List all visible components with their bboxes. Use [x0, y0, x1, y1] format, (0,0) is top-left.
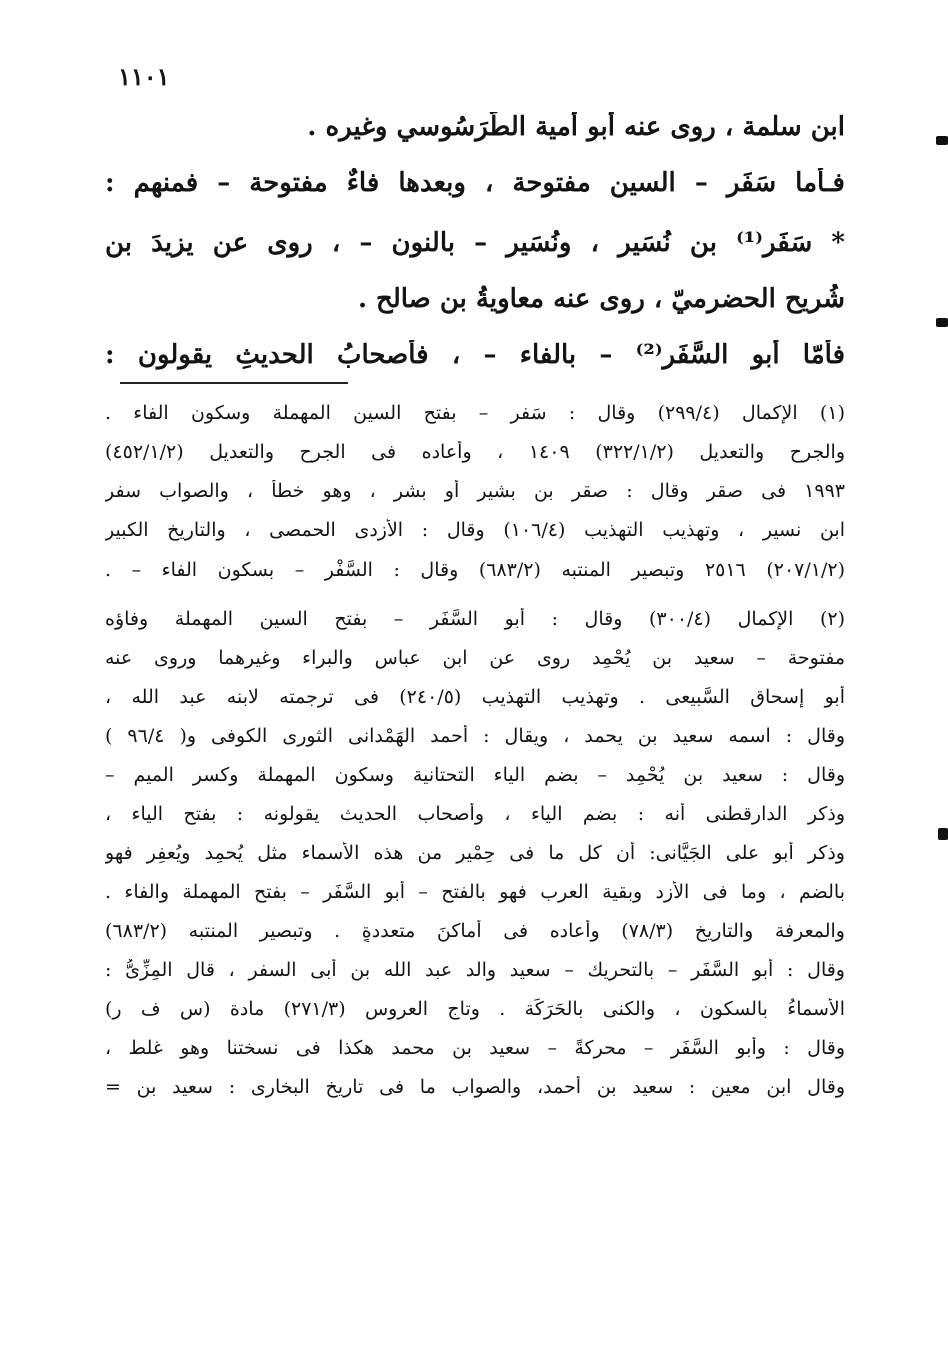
footnote-2-line-9: والمعرفة والتاريخ (٧٨/٣) وأعاده فى أماكنَ متعددةٍ . وتبصير المنتبه (٦٨٣/٢) — [105, 920, 845, 942]
footnote-2-line-11: الأسماءُ بالسكون ، والكنى بالحَرَكَة . وتاج العروس (٢٧١/٣) مادة (س ف ر) — [105, 998, 845, 1020]
footnote-2-line-4: وقال : اسمه سعيد بن يحمد ، ويقال : أحمد الهَمْدانى الثورى الكوفى و( ٩٦/٤ ) — [105, 725, 845, 747]
footnote-2-line-12: وقال : وأبو السَّفَر – محركةً – سعيد بن محمد هكذا فى نسختنا وهو غلط ، — [105, 1037, 845, 1059]
footnote-2-line-10: وقال : أبو السَّفَر – بالتحريك – سعيد والد عبد الله بن أبى السفر ، قال المِزِّىُّ : — [105, 959, 845, 981]
footnote-2-line-5: وقال : سعيد بن يُحْمِد – بضم الياء التحتانية وسكون المهملة وكسر الميم – — [105, 764, 845, 786]
main-line-2: فـأما سَفَر – السين مفتوحة ، وبعدها فاءٌ مفتوحة – فمنهم : — [105, 168, 845, 198]
main-line-1: ابنِ سلمة ، روى عنه أبو أُمية الطَّرَسُوسي وغيره . — [307, 112, 845, 142]
footnote-1-line-1: (١) الإكمال (٢٩٩/٤) وقال : سَفر – بفتح السين المهملة وسكون الفاء . — [105, 402, 845, 424]
margin-mark-middle — [936, 318, 948, 327]
main-line-5: فأمّا أَبو السَّفَر⁽²⁾ – بالفاء – ، فأَصحابُ الحديثِ يقولون : — [105, 340, 845, 370]
footnote-2-line-8: بالضم ، وما فى الأزد وبقية العرب فهو بالفتح – أبو السَّفَر – بفتح المهملة والفاء . — [105, 881, 845, 903]
main-line-3: * سَفَر⁽¹⁾ بن نُسَير ، ونُسَير – بالنون – ، روى عن يزيدَ بنِ — [105, 228, 845, 258]
footnote-1-line-5: (٢٠٧/١/٢) ٢٥١٦ وتبصير المنتبه (٦٨٣/٢) وقال : السَّفْر – بسكون الفاء – . — [105, 559, 845, 581]
footnote-1-line-3: ١٩٩٣ فى صقر وقال : صقر بن بشير أو بشر ، وهو خطأٌ ، والصواب سفر — [105, 480, 845, 502]
main-line-4: شُريح الحضرميّ ، روى عنه معاويةُ بن صالح . — [357, 284, 845, 314]
footnote-2-line-2: مفتوحة – سعيد بن يُحْمِد روى عن ابن عباس والبراء وغيرهما وروى عنه — [105, 647, 845, 669]
footnote-2-line-3: أبو إسحاق السَّبيعى . وتهذيب التهذيب (٢٤٠/٥) فى ترجمته لابنه عبد الله ، — [105, 686, 845, 708]
footnote-2-line-1: (٢) الإكمال (٣٠٠/٤) وقال : أبو السَّفَر – بفتح السين المهملة وفاؤه — [105, 608, 845, 630]
margin-mark-bottom — [938, 828, 948, 840]
margin-mark-top — [936, 136, 948, 145]
footnote-2-line-13: وقال ابن معين : سعيد بن أحمد، والصواب ما فى تاريخ البخارى : سعيد بن = — [105, 1076, 845, 1098]
footnote-divider — [120, 382, 348, 384]
page-number: ١١٠١ — [118, 62, 170, 91]
footnote-2-line-6: وذكر الدارقطنى أنه : بضم الياء ، وأصحاب الحديث يقولونه : بفتح الياء ، — [105, 803, 845, 825]
footnote-1-line-4: ابن نسير ، وتهذيب التهذيب (١٠٦/٤) وقال : الأزدى الحمصى ، والتاريخ الكبير — [105, 519, 845, 541]
footnote-2-line-7: وذكر أبو على الجَيَّانى: أن كل ما فى حِمْير من هذه الأسماء مثل يُحمِد ويُعفِر فهو — [105, 842, 845, 864]
footnote-1-line-2: والجرح والتعديل (٣٢٢/١/٢) ١٤٠٩ ، وأعاده فى الجرح والتعديل (٤٥٢/١/٢) — [105, 441, 845, 463]
